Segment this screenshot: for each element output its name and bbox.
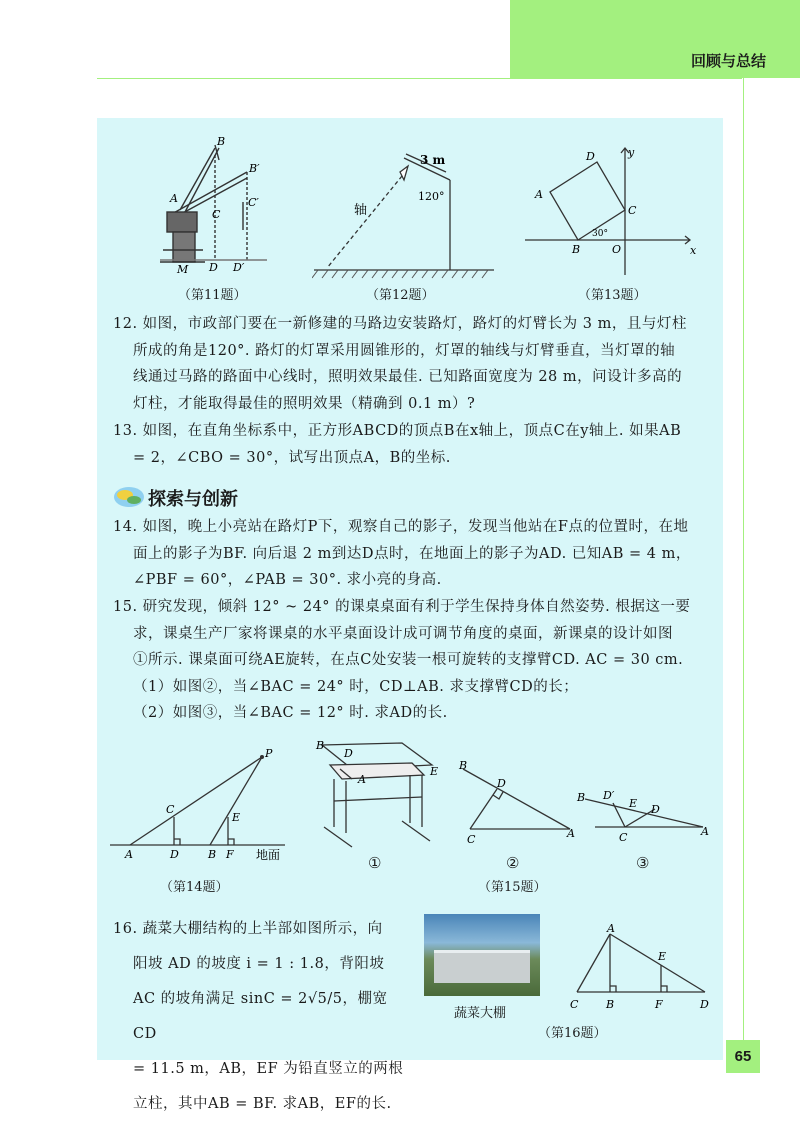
problem-line: 所成的角是120°. 路灯的灯罩采用圆锥形的，灯罩的轴线与灯臂垂直，当灯罩的轴 [133, 342, 676, 359]
f16-label: A [607, 922, 615, 935]
figure-15-mark-3: ③ [636, 854, 650, 872]
f13-label: O [612, 243, 622, 256]
figure-15-fig2 [455, 757, 585, 852]
f16-label: B [606, 998, 615, 1011]
problem-line: （1）如图②，当∠BAC = 24° 时，CD⊥AB. 求支撑臂CD的长； [133, 678, 579, 695]
figure-15-caption: （第15题） [478, 880, 547, 895]
f11-label: A [170, 192, 178, 205]
f13-label: A [535, 188, 543, 201]
figure-13 [520, 140, 700, 280]
f15a-label: B [316, 739, 325, 752]
f14-label: B [208, 848, 217, 861]
problem-line: 立柱，其中AB = BF. 求AB，EF的长. [133, 1096, 392, 1112]
problem-line: 阳坡 AD 的坡度 i = 1 : 1.8，背阳坡 [133, 956, 385, 972]
f13-label: C [628, 204, 637, 217]
page-number: 65 [726, 1040, 760, 1073]
f11-label: M [177, 263, 189, 276]
f11-label: C [212, 208, 221, 221]
f15c-label: C [619, 831, 628, 844]
f15b-label: B [459, 759, 468, 772]
f14-label: D [170, 848, 179, 861]
figure-12-caption: （第12题） [366, 288, 435, 303]
f15b-label: D [497, 777, 506, 790]
problem-line: 15. 研究发现，倾斜 12° ~ 24° 的课桌桌面有利于学生保持身体自然姿势. 根据这一要 [113, 599, 691, 615]
header-rule [97, 78, 742, 79]
problem-line: 13. 如图，在直角坐标系中，正方形ABCD的顶点B在x轴上，顶点C在y轴上. 如果AB [113, 423, 682, 439]
problem-12 [113, 311, 687, 417]
problem-15 [113, 594, 690, 727]
figure-13-caption: （第13题） [578, 288, 647, 303]
f13-label: D [586, 150, 595, 163]
greenhouse-shape [434, 950, 530, 983]
f15c-label: D [651, 803, 660, 816]
f13-label: B [572, 243, 581, 256]
problem-line: = 2，∠CBO = 30°，试写出顶点A，B的坐标. [133, 449, 451, 466]
f14-label: P [265, 747, 273, 760]
problem-line: 面上的影子为BF. 向后退 2 m到达D点时，在地面上的影子为AD. 已知AB = 4 m， [133, 545, 691, 562]
problem-line: （2）如图③，当∠BAC = 12° 时. 求AD的长. [133, 705, 448, 721]
greenhouse-photo [424, 914, 540, 996]
figure-11 [155, 130, 275, 280]
problem-14 [113, 514, 691, 594]
problem-line: AC 的坡角满足 sinC = 2√5/5，棚宽 CD [133, 991, 388, 1042]
f15b-label: A [567, 827, 575, 840]
f14-label: A [125, 848, 133, 861]
figure-15-desk [312, 735, 447, 855]
f12-label: 轴 [354, 203, 368, 218]
f15c-label: E [629, 797, 638, 810]
problem-line: 线通过马路的路面中心线时，照明效果最佳. 已知路面宽度为 28 m，问设计多高的 [133, 369, 683, 385]
f14-label: E [232, 811, 241, 824]
problem-13 [113, 418, 681, 471]
f16-label: D [700, 998, 709, 1011]
section-title: 探索与创新 [148, 489, 238, 510]
figure-16 [562, 920, 717, 1015]
problem-line: ①所示. 课桌面可绕AE旋转，在点C处安装一根可旋转的支撑臂CD. AC = 30 cm. [133, 652, 684, 668]
f11-label: C′ [248, 196, 259, 209]
figure-14-caption: （第14题） [160, 880, 229, 895]
f16-label: E [658, 950, 667, 963]
f11-label: D [209, 261, 218, 274]
f14-label: 地面 [256, 848, 281, 862]
f15a-label: A [358, 773, 366, 786]
f13-label: x [690, 244, 697, 257]
f15c-label: A [701, 825, 709, 838]
problem-line: 12. 如图，市政部门要在一新修建的马路边安装路灯，路灯的灯臂长为 3 m，且与灯柱 [113, 316, 687, 332]
f15c-label: B [577, 791, 586, 804]
f11-label: B′ [249, 162, 260, 175]
margin-rule [743, 78, 744, 1040]
figure-11-caption: （第11题） [178, 288, 247, 303]
f15c-label: D′ [603, 789, 615, 802]
f12-label: 3 m [420, 153, 446, 167]
problem-line: 14. 如图，晚上小亮站在路灯P下，观察自己的影子，发现当他站在F点的位置时，在地 [113, 519, 689, 535]
f15a-label: E [430, 765, 439, 778]
f13-label: 30° [592, 229, 608, 239]
f11-label: B [217, 135, 226, 148]
problem-line: 16. 蔬菜大棚结构的上半部如图所示，向 [113, 921, 383, 937]
problem-16 [113, 912, 413, 1122]
f14-label: C [166, 803, 175, 816]
f16-label: F [655, 998, 663, 1011]
f15b-label: C [467, 833, 476, 846]
f14-label: F [226, 848, 234, 861]
chapter-title: 回顾与总结 [690, 52, 766, 70]
problem-line: 求，课桌生产厂家将课桌的水平桌面设计成可调节角度的桌面，新课桌的设计如图 [133, 625, 673, 642]
problem-line: ∠PBF = 60°，∠PAB = 30°. 求小亮的身高. [133, 572, 442, 588]
figure-12 [312, 150, 502, 280]
figure-15-fig3 [575, 785, 715, 850]
problem-line: = 11.5 m，AB，EF 为铅直竖立的两根 [133, 1061, 404, 1077]
problem-line: 灯柱，才能取得最佳的照明效果（精确到 0.1 m）? [133, 395, 476, 412]
f11-label: D′ [233, 261, 245, 274]
f15a-label: D [344, 747, 353, 760]
figure-15-mark-2: ② [506, 854, 520, 872]
photo-caption: 蔬菜大棚 [454, 1006, 507, 1021]
section-globe-icon [112, 482, 146, 510]
figure-15-mark-1: ① [368, 854, 382, 872]
f12-label: 120° [418, 190, 445, 203]
f13-label: y [628, 146, 635, 159]
figure-16-caption: （第16题） [538, 1026, 607, 1041]
f16-label: C [570, 998, 579, 1011]
figure-14 [110, 745, 295, 865]
